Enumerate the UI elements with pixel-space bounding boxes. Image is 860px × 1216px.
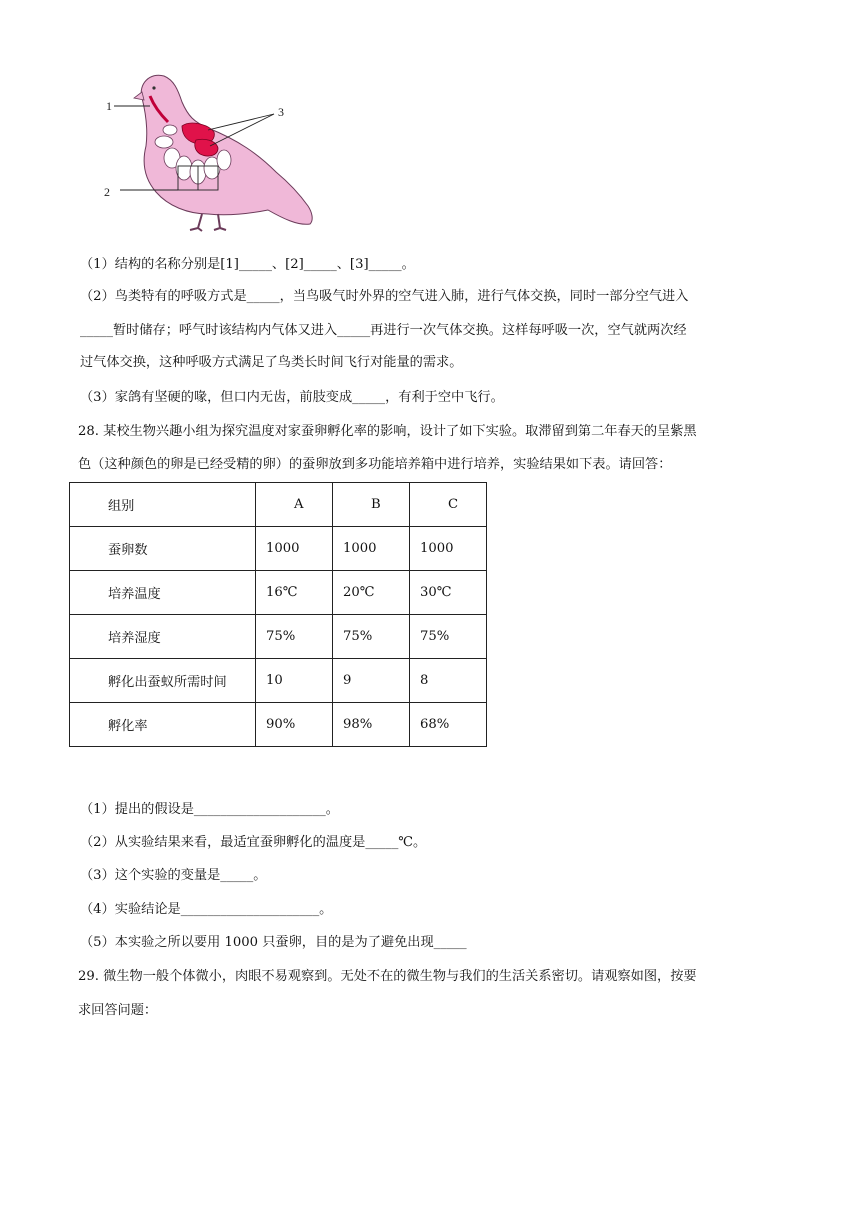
table-header-cell: B — [333, 483, 410, 527]
q27-part2-line1: （2）鸟类特有的呼吸方式是_____，当鸟吸气时外界的空气进入肺，进行气体交换，同时一部分空气进入 — [80, 289, 689, 304]
table-cell: 1000 — [410, 527, 487, 571]
q29-line1: 29. 微生物一般个体微小，肉眼不易观察到。无处不在的微生物与我们的生活关系密切。请观察如图，按要 — [78, 969, 697, 984]
table-cell: 98% — [333, 703, 410, 747]
q28-sub5: （5）本实验之所以要用 1000 只蚕卵，目的是为了避免出现_____ — [80, 935, 467, 950]
table-header-cell: C — [410, 483, 487, 527]
q28-sub2: （2）从实验结果来看，最适宜蚕卵孵化的温度是_____℃。 — [80, 835, 427, 850]
table-cell: 培养湿度 — [70, 615, 256, 659]
table-cell: 75% — [256, 615, 333, 659]
table-cell: 蚕卵数 — [70, 527, 256, 571]
q28-sub4: （4）实验结论是_____________________。 — [80, 902, 333, 917]
q29-line2: 求回答问题： — [78, 1003, 158, 1018]
q27-part3: （3）家鸽有坚硬的喙，但口内无齿，前肢变成_____，有利于空中飞行。 — [80, 390, 504, 405]
q28-sub1: （1）提出的假设是____________________。 — [80, 802, 339, 817]
figure-label-3: 3 — [278, 105, 284, 119]
table-row — [70, 659, 487, 703]
table-cell: 孵化率 — [70, 703, 256, 747]
q28-sub3: （3）这个实验的变量是_____。 — [80, 868, 267, 883]
table-cell: 9 — [333, 659, 410, 703]
table-cell: 1000 — [256, 527, 333, 571]
table-header-cell: 组别 — [70, 483, 256, 527]
table-row — [70, 615, 487, 659]
table-cell: 10 — [256, 659, 333, 703]
bird-respiratory-figure — [98, 68, 318, 232]
table-cell: 30℃ — [410, 571, 487, 615]
table-cell: 16℃ — [256, 571, 333, 615]
q27-part2-line3: 过气体交换，这种呼吸方式满足了鸟类长时间飞行对能量的需求。 — [80, 355, 463, 370]
table-cell: 8 — [410, 659, 487, 703]
table-cell: 1000 — [333, 527, 410, 571]
table-cell: 68% — [410, 703, 487, 747]
figure-label-1: 1 — [106, 99, 112, 113]
table-header-row — [70, 483, 487, 527]
figure-label-2: 2 — [104, 185, 110, 199]
q27-part2-line2: _____暂时储存；呼气时该结构内气体又进入_____再进行一次气体交换。这样每呼吸一次，空气就两次经 — [80, 323, 687, 338]
q28-intro-line1: 28. 某校生物兴趣小组为探究温度对家蚕卵孵化率的影响，设计了如下实验。取滞留到第二年春天的呈紫黑 — [78, 424, 697, 439]
table-row — [70, 527, 487, 571]
q27-part1: （1）结构的名称分别是[1]_____、[2]_____、[3]_____。 — [80, 257, 415, 272]
table-cell: 75% — [410, 615, 487, 659]
table-row — [70, 703, 487, 747]
table-cell: 20℃ — [333, 571, 410, 615]
table-row — [70, 571, 487, 615]
table-cell: 90% — [256, 703, 333, 747]
experiment-table — [69, 482, 487, 747]
table-cell: 75% — [333, 615, 410, 659]
table-cell: 孵化出蚕蚁所需时间 — [70, 659, 256, 703]
table-cell: 培养温度 — [70, 571, 256, 615]
q28-intro-line2: 色（这种颜色的卵是已经受精的卵）的蚕卵放到多功能培养箱中进行培养，实验结果如下表。请回答： — [78, 457, 672, 472]
table-header-cell: A — [256, 483, 333, 527]
